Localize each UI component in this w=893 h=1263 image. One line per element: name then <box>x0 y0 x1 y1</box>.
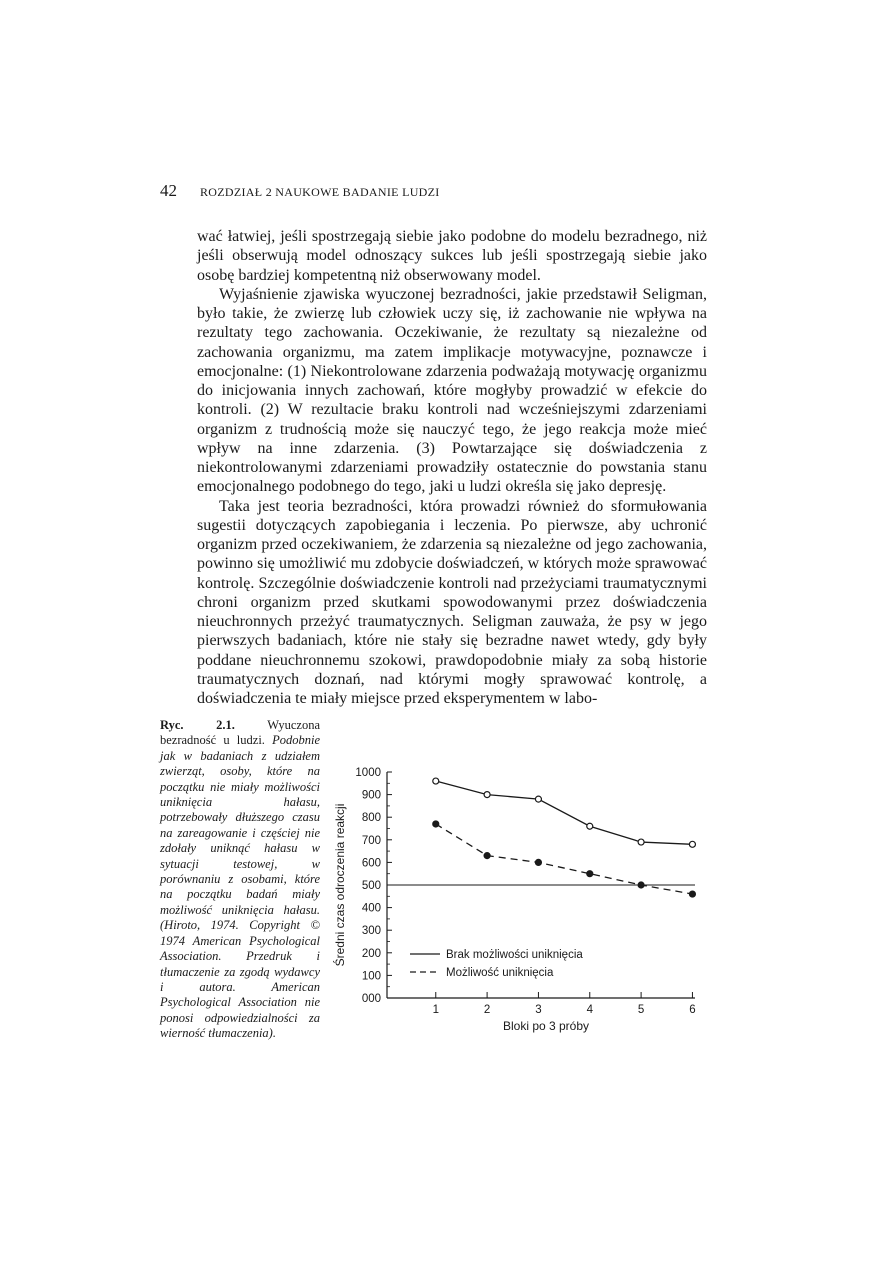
series-line-2 <box>436 824 693 894</box>
x-axis-label: Bloki po 3 próby <box>502 1019 590 1033</box>
running-head <box>160 181 720 205</box>
x-tick-label: 5 <box>637 1004 645 1016</box>
x-tick-label: 3 <box>535 1004 542 1016</box>
data-point <box>535 796 541 802</box>
chapter-title: ROZDZIAŁ 2 NAUKOWE BADANIE LUDZI <box>200 185 440 199</box>
series-line-1 <box>436 781 693 844</box>
data-point <box>587 871 593 877</box>
legend-label: Brak możliwości uniknięcia <box>446 949 583 961</box>
data-point <box>433 778 439 784</box>
paragraph: Taka jest teoria bezradności, która prowadzi również do sformułowania sugestii dotyczących zapobiegania i leczenia. Po pierwsze, aby uchronić organizm przed oczekiwaniem, że zdarzenia są niezależne od jego zachowania, powinno się umożliwić mu zdobycie doświadczeń, w których może sprawować kontrolę. Szczególnie doświadczenie kontroli nad przeżyciami traumatycznymi chroni organizm przed skutkami spowodowanymi przez doświadczenia nieuchronnych przeżyć traumatycznych. Seligman zauważa, że psy w jego pierwszych badaniach, które nie stały się bezradne nawet wtedy, gdy były poddane nieuchronnemu szokowi, prawdopodobnie miały za sobą historie traumatycznych doznań, nad którymi mogły sprawować kontrolę, a doświadczenia te miały miejsce przed eksperymentem w labo- <box>197 497 707 707</box>
y-tick-label: 1000 <box>355 767 381 779</box>
y-axis-label: Średni czas odroczenia reakcji <box>333 803 347 967</box>
x-tick-label: 6 <box>689 1004 696 1016</box>
y-tick-label: 400 <box>361 902 381 915</box>
y-tick-label: 700 <box>361 834 381 847</box>
paragraph: Wyjaśnienie zjawiska wyuczonej bezradności, jakie przedstawił Seligman, było takie, że zwierzę lub człowiek uczy się, iż zachowanie nie wpływa na rezultaty tego zachowania. Oczekiwanie, że rezultaty są niezależne od zachowania organizmu, ma zatem implikacje motywacyjne, poznawcze i emocjonalne: (1) Niekontrolowane zdarzenia podważają motywację organizmu do inicjowania innych zachowań, które mogłyby prowadzić w efekcie do kontroli. (2) W rezultacie braku kontroli nad wcześniejszymi zdarzeniami organizm z trudnością może się nauczyć tego, że jego reakcja może mieć wpływ na inne zdarzenia. (3) Powtarzające się doświadczenia z niekontrolowanymi zdarzeniami prowadziły ostatecznie do powstania stanu emocjonalnego podobnego do tego, jaki u ludzi określa się jako depresję. <box>197 285 707 496</box>
body-text <box>197 227 707 708</box>
y-tick-label: 200 <box>361 947 381 960</box>
x-tick-label: 4 <box>586 1004 593 1016</box>
y-tick-label: 800 <box>361 812 381 825</box>
data-point <box>689 841 695 847</box>
y-tick-label: 300 <box>361 925 381 938</box>
y-tick-label: 000 <box>361 993 381 1005</box>
data-point <box>535 859 541 865</box>
figure <box>160 718 720 1048</box>
data-point <box>689 891 695 897</box>
legend-label: Możliwość uniknięcia <box>446 967 554 979</box>
x-tick-label: 2 <box>483 1004 491 1016</box>
data-point <box>433 821 439 827</box>
x-tick-label: 1 <box>432 1004 439 1016</box>
data-point <box>638 839 644 845</box>
y-tick-label: 600 <box>361 857 381 870</box>
y-tick-label: 900 <box>361 789 381 802</box>
y-tick-label: 500 <box>361 880 381 892</box>
figure-label: Ryc. 2.1. <box>160 718 235 732</box>
paragraph: wać łatwiej, jeśli spostrzegają siebie jako podobne do modelu bezradnego, niż jeśli obserwują model odnoszący sukces lub jeśli spostrzegają siebie jako osobę bardziej kompetentną niż obserwowany model. <box>197 228 707 284</box>
data-point <box>638 882 644 888</box>
page-number: 42 <box>160 181 177 200</box>
figure-caption <box>160 718 320 1042</box>
figure-caption-text: Podobnie jak w badaniach z udziałem zwierząt, osoby, które na początku nie miały możliwości uniknięcia hałasu, potrzebowały dłuższego czasu na zareagowanie i częściej nie zdołały uniknąć hałasu w sytuacji testowej, w porównaniu z osobami, które na początku badań miały możliwość uniknięcia hałasu. (Hiroto, 1974. Copyright © 1974 American Psychological Association. Przedruk i tłumaczenie za zgodą wydawcy i autora. American Psychological Association nie ponosi odpowiedzialności za wierność tłumaczenia). <box>160 733 321 1041</box>
data-point <box>587 823 593 829</box>
data-point <box>484 792 490 798</box>
line-chart <box>330 758 705 1048</box>
y-tick-label: 100 <box>361 970 381 983</box>
figure-title: Wyuczona bezradność u ludzi. <box>160 718 320 748</box>
data-point <box>484 853 490 859</box>
